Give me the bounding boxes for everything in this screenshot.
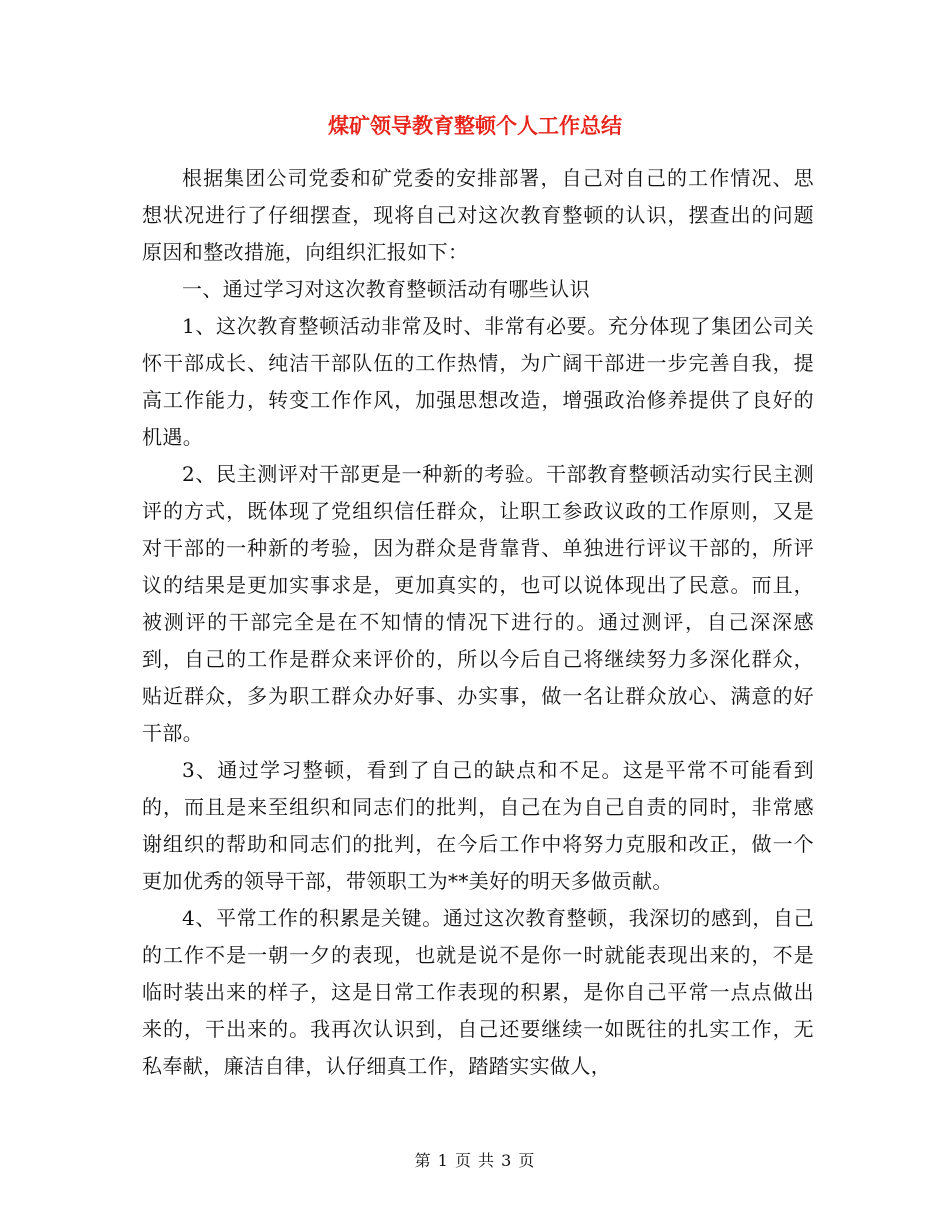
paragraph-intro: 根据集团公司党委和矿党委的安排部署，自己对自己的工作情况、思想状况进行了仔细摆查，现将自己对这次教育整顿的认识，摆查出的问题原因和整改措施，向组织汇报如下： <box>142 166 814 264</box>
paragraph-point-4: 4、平常工作的积累是关键。通过这次教育整顿，我深切的感到，自己的工作不是一朝一夕的表现，也就是说不是你一时就能表现出来的，不是临时装出来的样子，这是日常工作表现的积累，是你自己平常一点点做出来的，干出来的。我再次认识到，自己还要继续一如既往的扎实工作，无私奉献，廉洁自律，认仔细真工作，踏踏实实做人， <box>142 906 814 1078</box>
document-title: 煤矿领导教育整顿个人工作总结 <box>328 114 622 138</box>
paragraph-point-1: 1、这次教育整顿活动非常及时、非常有必要。充分体现了集团公司关怀干部成长、纯洁干部队伍的工作热情，为广阔干部进一步完善自我，提高工作能力，转变工作作风，加强思想改造，增强政治修养提供了良好的机遇。 <box>142 314 814 449</box>
paragraph-point-3: 3、通过学习整顿，看到了自己的缺点和不足。这是平常不可能看到的，而且是来至组织和同志们的批判，自己在为自己自责的同时，非常感谢组织的帮助和同志们的批判，在今后工作中将努力克服和改正，做一个更加优秀的领导干部，带领职工为**美好的明天多做贡献。 <box>142 758 814 893</box>
page-number-footer: 第 1 页 共 3 页 <box>414 1151 536 1170</box>
paragraph-section-heading: 一、通过学习对这次教育整顿活动有哪些认识 <box>182 277 590 301</box>
paragraph-point-2: 2、民主测评对干部更是一种新的考验。干部教育整顿活动实行民主测评的方式，既体现了党组织信任群众，让职工参政议政的工作原则，又是对干部的一种新的考验，因为群众是背靠背、单独进行评议干部的，所评议的结果是更加实事求是，更加真实的，也可以说体现出了民意。而且，被测评的干部完全是在不知情的情况下进行的。通过测评，自己深深感到，自己的工作是群众来评价的，所以今后自己将继续努力多深化群众，贴近群众，多为职工群众办好事、办实事，做一名让群众放心、满意的好干部。 <box>142 462 814 745</box>
document-body <box>142 160 814 1085</box>
